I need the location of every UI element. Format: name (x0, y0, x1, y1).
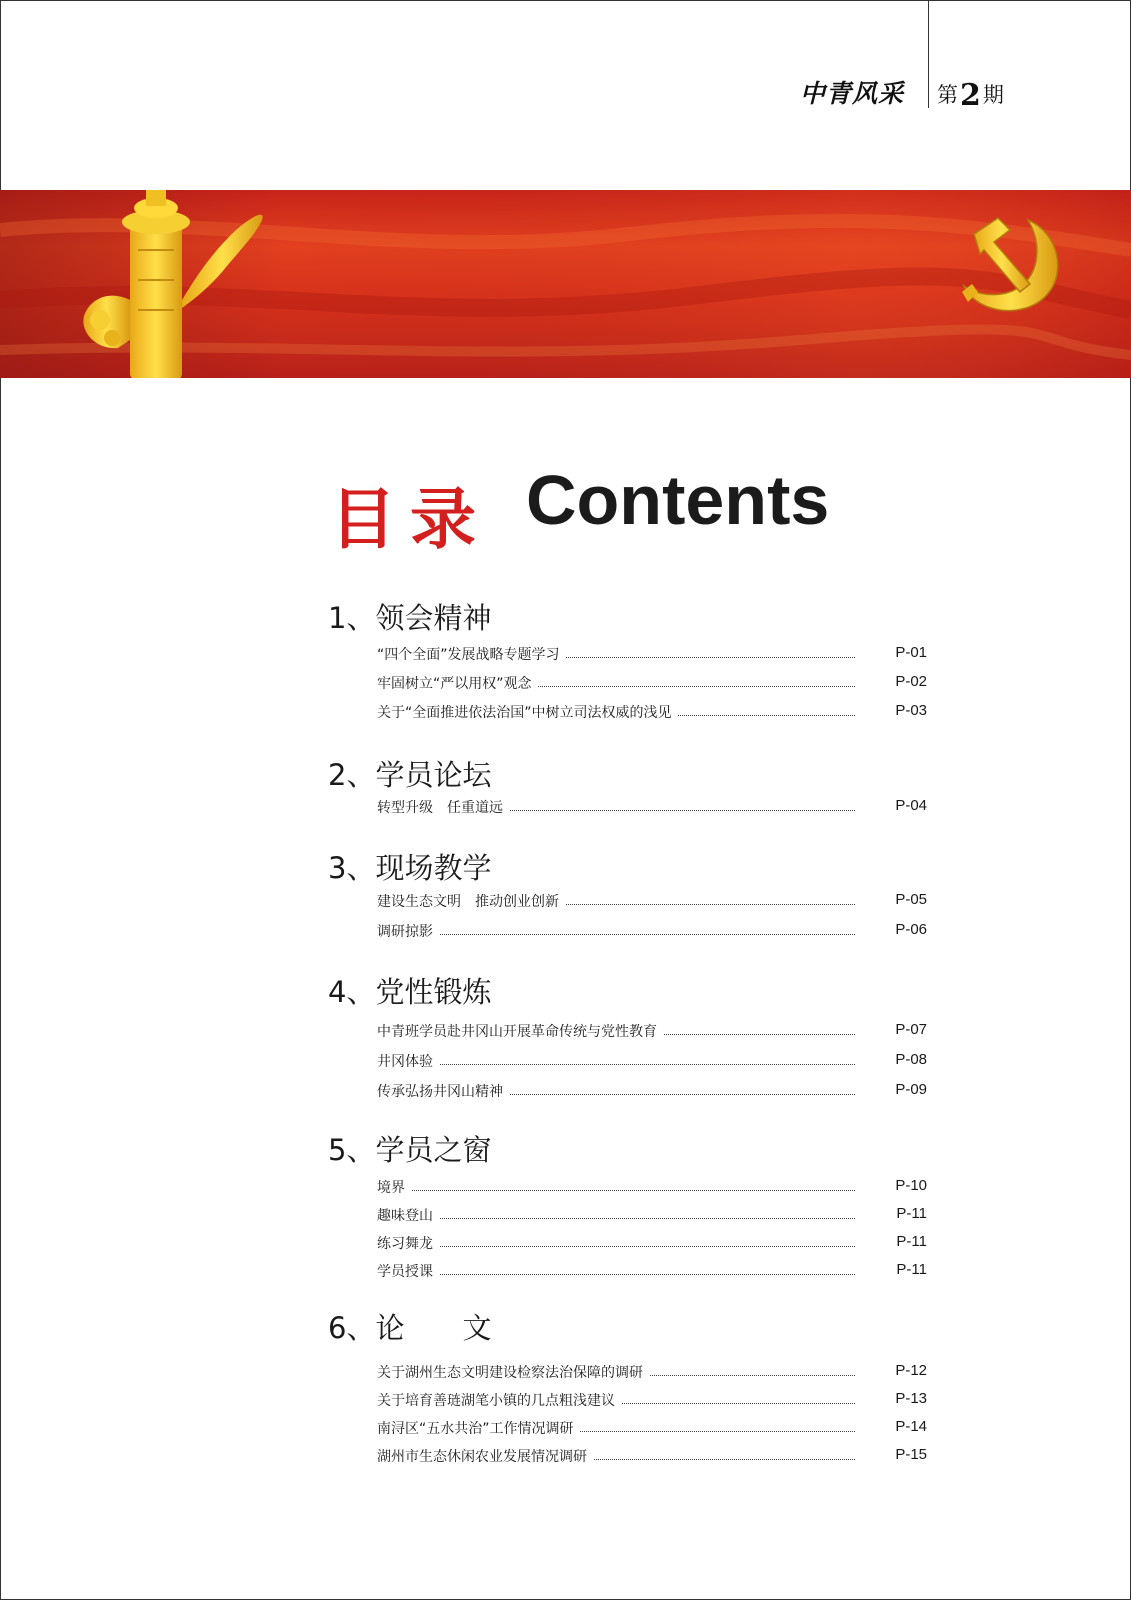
entry-page-number: P-14 (895, 1418, 927, 1435)
dot-leader (377, 1274, 855, 1275)
entry-page-number: P-11 (896, 1261, 927, 1278)
heading-chinese: 目录 (330, 481, 490, 558)
magazine-title: 中青风采 (800, 79, 905, 108)
section-title: 5、学员之窗 (328, 1133, 492, 1167)
entry-title: 中青班学员赴井冈山开展革命传统与党性教育 (377, 1021, 663, 1041)
entry-page-number: P-13 (895, 1390, 927, 1407)
toc-entry[interactable] (377, 921, 927, 943)
entry-page-number: P-05 (895, 891, 927, 908)
header-banner (0, 190, 1131, 378)
toc-entry[interactable] (377, 1418, 927, 1440)
issue-label: 第2期 (937, 78, 1004, 113)
toc-entry[interactable] (377, 673, 927, 695)
section-title: 4、党性锻炼 (328, 975, 492, 1009)
heading-english: Contents (526, 461, 830, 539)
entry-title: 关于培育善琏湖笔小镇的几点粗浅建议 (377, 1390, 621, 1410)
dot-leader (377, 934, 855, 935)
toc-entry[interactable] (377, 1390, 927, 1412)
section-title: 3、现场教学 (328, 851, 492, 885)
entry-page-number: P-10 (895, 1177, 927, 1194)
entry-title: 湖州市生态休闲农业发展情况调研 (377, 1446, 593, 1466)
entry-title: 关于湖州生态文明建设检察法治保障的调研 (377, 1362, 649, 1382)
toc-entry[interactable] (377, 1051, 927, 1073)
toc-entry[interactable] (377, 644, 927, 666)
entry-title: 练习舞龙 (377, 1233, 439, 1253)
entry-page-number: P-03 (895, 702, 927, 719)
entry-page-number: P-11 (896, 1233, 927, 1250)
toc-entry[interactable] (377, 891, 927, 913)
entry-title: 趣味登山 (377, 1205, 439, 1225)
entry-title: 传承弘扬井冈山精神 (377, 1081, 509, 1101)
toc-entry[interactable] (377, 1233, 927, 1255)
dot-leader (377, 1064, 855, 1065)
entry-page-number: P-09 (895, 1081, 927, 1098)
toc-entry[interactable] (377, 1362, 927, 1384)
dot-leader (377, 1190, 855, 1191)
toc-entry[interactable] (377, 1446, 927, 1468)
masthead (800, 70, 1020, 113)
entry-page-number: P-11 (896, 1205, 927, 1222)
entry-title: 建设生态文明 推动创业创新 (377, 891, 565, 911)
issue-number: 2 (960, 78, 981, 113)
entry-title: 学员授课 (377, 1261, 439, 1281)
entry-page-number: P-04 (895, 797, 927, 814)
toc-entry[interactable] (377, 1205, 927, 1227)
toc-entry[interactable] (377, 1081, 927, 1103)
entry-page-number: P-01 (895, 644, 927, 661)
entry-title: 调研掠影 (377, 921, 439, 941)
entry-page-number: P-06 (895, 921, 927, 938)
toc-entry[interactable] (377, 702, 927, 724)
entry-page-number: P-08 (895, 1051, 927, 1068)
entry-title: 井冈体验 (377, 1051, 439, 1071)
entry-page-number: P-12 (895, 1362, 927, 1379)
dot-leader (377, 1218, 855, 1219)
entry-title: “四个全面”发展战略专题学习 (377, 644, 566, 664)
entry-title: 关于“全面推进依法治国”中树立司法权威的浅见 (377, 702, 678, 722)
entry-title: 境界 (377, 1177, 411, 1197)
section-title: 6、论 文 (328, 1311, 492, 1345)
entry-title: 南浔区“五水共治”工作情况调研 (377, 1418, 580, 1438)
section-title: 1、领会精神 (328, 601, 492, 635)
toc-entry[interactable] (377, 1177, 927, 1199)
entry-title: 牢固树立“严以用权”观念 (377, 673, 538, 693)
section-title: 2、学员论坛 (328, 758, 492, 792)
entry-page-number: P-02 (895, 673, 927, 690)
entry-page-number: P-07 (895, 1021, 927, 1038)
toc-entry[interactable] (377, 1261, 927, 1283)
contents-heading (330, 461, 890, 558)
toc-entry[interactable] (377, 1021, 927, 1043)
toc-entry[interactable] (377, 797, 927, 819)
dot-leader (377, 1246, 855, 1247)
entry-page-number: P-15 (895, 1446, 927, 1463)
entry-title: 转型升级 任重道远 (377, 797, 509, 817)
